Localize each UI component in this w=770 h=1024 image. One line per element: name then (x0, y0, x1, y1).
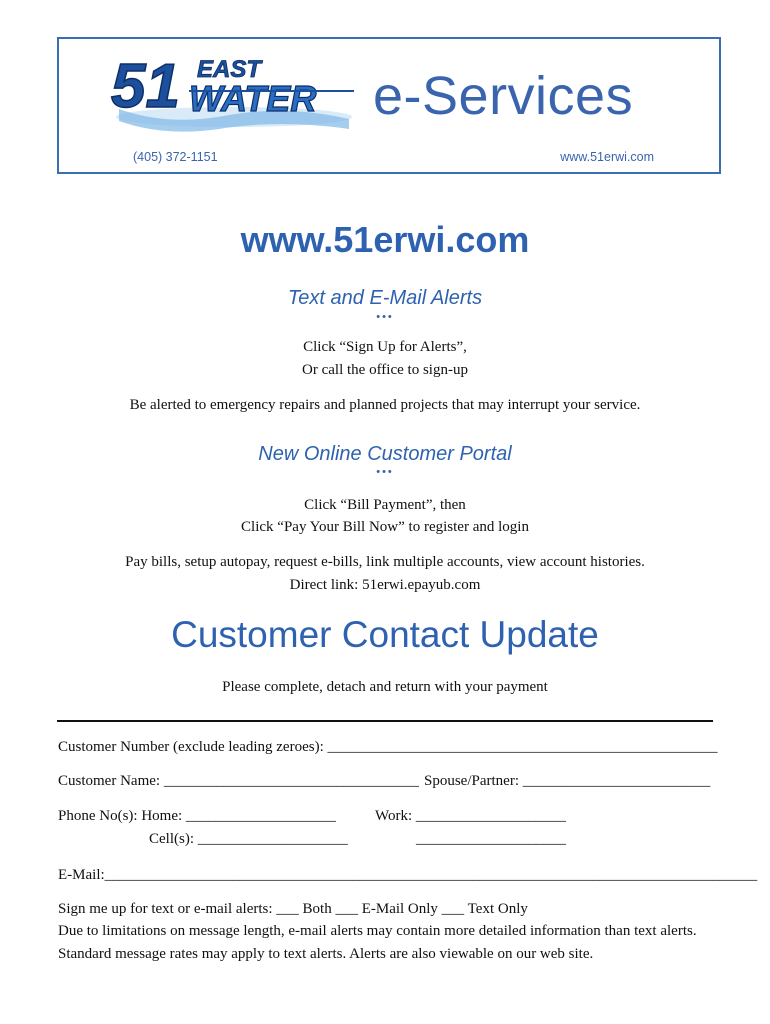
phone-work-field-2: ____________________ (416, 831, 566, 847)
logo-east: EAST (197, 56, 262, 83)
alerts-instruction-2: Or call the office to sign-up (302, 362, 468, 378)
logo-number: 51 (111, 52, 180, 121)
logo-water: WATER (189, 78, 317, 119)
alerts-instruction-1: Click “Sign Up for Alerts”, (303, 339, 467, 355)
limitations-note: Due to limitations on message length, e-mail alerts may contain more detailed information than text alerts. (58, 923, 697, 939)
portal-direct-link[interactable]: Direct link: 51erwi.epayub.com (289, 577, 481, 593)
alerts-dots: ••• (376, 311, 394, 323)
spouse-partner-field: Spouse/Partner: _________________________ (424, 773, 711, 789)
portal-instruction-1: Click “Bill Payment”, then (304, 497, 466, 513)
customer-number-field: Customer Number (exclude leading zeroes): ____________________________________________________ (58, 739, 718, 755)
portal-description: Pay bills, setup autopay, request e-bills, link multiple accounts, view account histories. (125, 554, 645, 570)
alerts-signup-options: Sign me up for text or e-mail alerts: ___ Both ___ E-Mail Only ___ Text Only (58, 901, 528, 917)
detach-divider (57, 720, 713, 722)
company-logo (109, 49, 359, 134)
rates-note: Standard message rates may apply to text alerts. Alerts are also viewable on our web site. (58, 946, 594, 962)
eservices-title: e-Services (373, 66, 634, 126)
phone-home-field: Phone No(s): Home: ____________________ (58, 808, 336, 824)
portal-instruction-2: Click “Pay Your Bill Now” to register and login (241, 519, 529, 535)
phone-work-field: Work: ____________________ (375, 808, 566, 824)
contact-update-instruction: Please complete, detach and return with your payment (222, 679, 548, 695)
email-field: E-Mail:_______________________________________________________________________________________ (58, 867, 758, 883)
portal-dots: ••• (376, 466, 394, 478)
header-box (57, 37, 721, 174)
customer-name-field: Customer Name: __________________________________ (58, 773, 419, 789)
header-phone: (405) 372-1151 (133, 150, 218, 164)
contact-update-title: Customer Contact Update (171, 614, 599, 655)
main-url[interactable]: www.51erwi.com (240, 219, 530, 260)
header-website: www.51erwi.com (560, 150, 654, 164)
phone-cell-field: Cell(s): ____________________ (149, 831, 348, 847)
portal-title: New Online Customer Portal (258, 443, 512, 465)
alerts-title: Text and E-Mail Alerts (287, 287, 483, 309)
alerts-description: Be alerted to emergency repairs and planned projects that may interrupt your service. (129, 397, 641, 413)
